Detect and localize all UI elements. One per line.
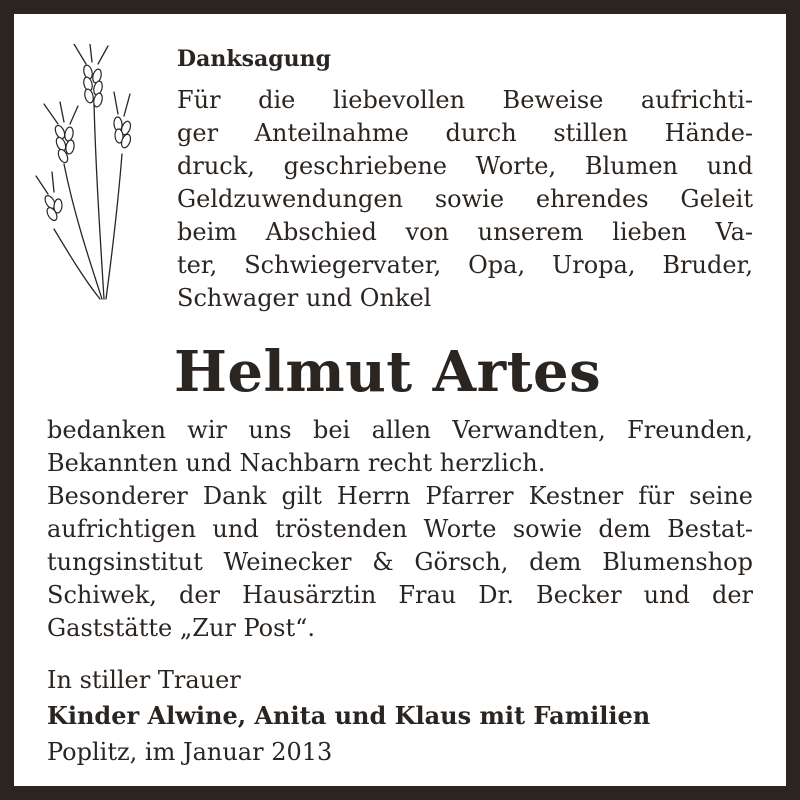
body-line: tungsinstitut Weinecker & Görsch, dem Blumenshop [47,548,753,576]
closing-phrase: In stiller Trauer [47,666,241,694]
intro-line: ter, Schwiegervater, Opa, Uropa, Bruder, [177,251,753,279]
thanks-paragraph [47,414,753,645]
notice-heading: Danksagung [177,46,331,72]
closing-block [47,662,650,770]
intro-line: druck, geschriebene Worte, Blumen und [177,152,753,180]
deceased-name: Helmut Artes [174,339,602,405]
body-line: Schiwek, der Hausärztin Frau Dr. Becker und der [47,581,753,609]
body-line: aufrichtigen und tröstenden Worte sowie dem Bestat- [47,515,753,543]
body-line: Besonderer Dank gilt Herrn Pfarrer Kestner für seine [47,482,753,510]
body-line: Bekannten und Nachbarn recht herzlich. [47,449,546,477]
wheat-ears-icon [34,44,144,304]
intro-line: Schwager und Onkel [177,284,432,312]
intro-line: beim Abschied von unserem lieben Va- [177,218,753,246]
intro-line: Geldzuwendungen sowie ehrendes Geleit [177,185,753,213]
body-line: bedanken wir uns bei allen Verwandten, Freunden, [47,416,753,444]
intro-line: Für die liebevollen Beweise aufrichti- [177,86,753,114]
body-line: Gaststätte „Zur Post“. [47,614,315,642]
intro-paragraph [177,84,753,315]
place-date: Poplitz, im Januar 2013 [47,738,333,766]
intro-line: ger Anteilnahme durch stillen Hände- [177,119,753,147]
signers: Kinder Alwine, Anita und Klaus mit Familien [47,701,651,730]
